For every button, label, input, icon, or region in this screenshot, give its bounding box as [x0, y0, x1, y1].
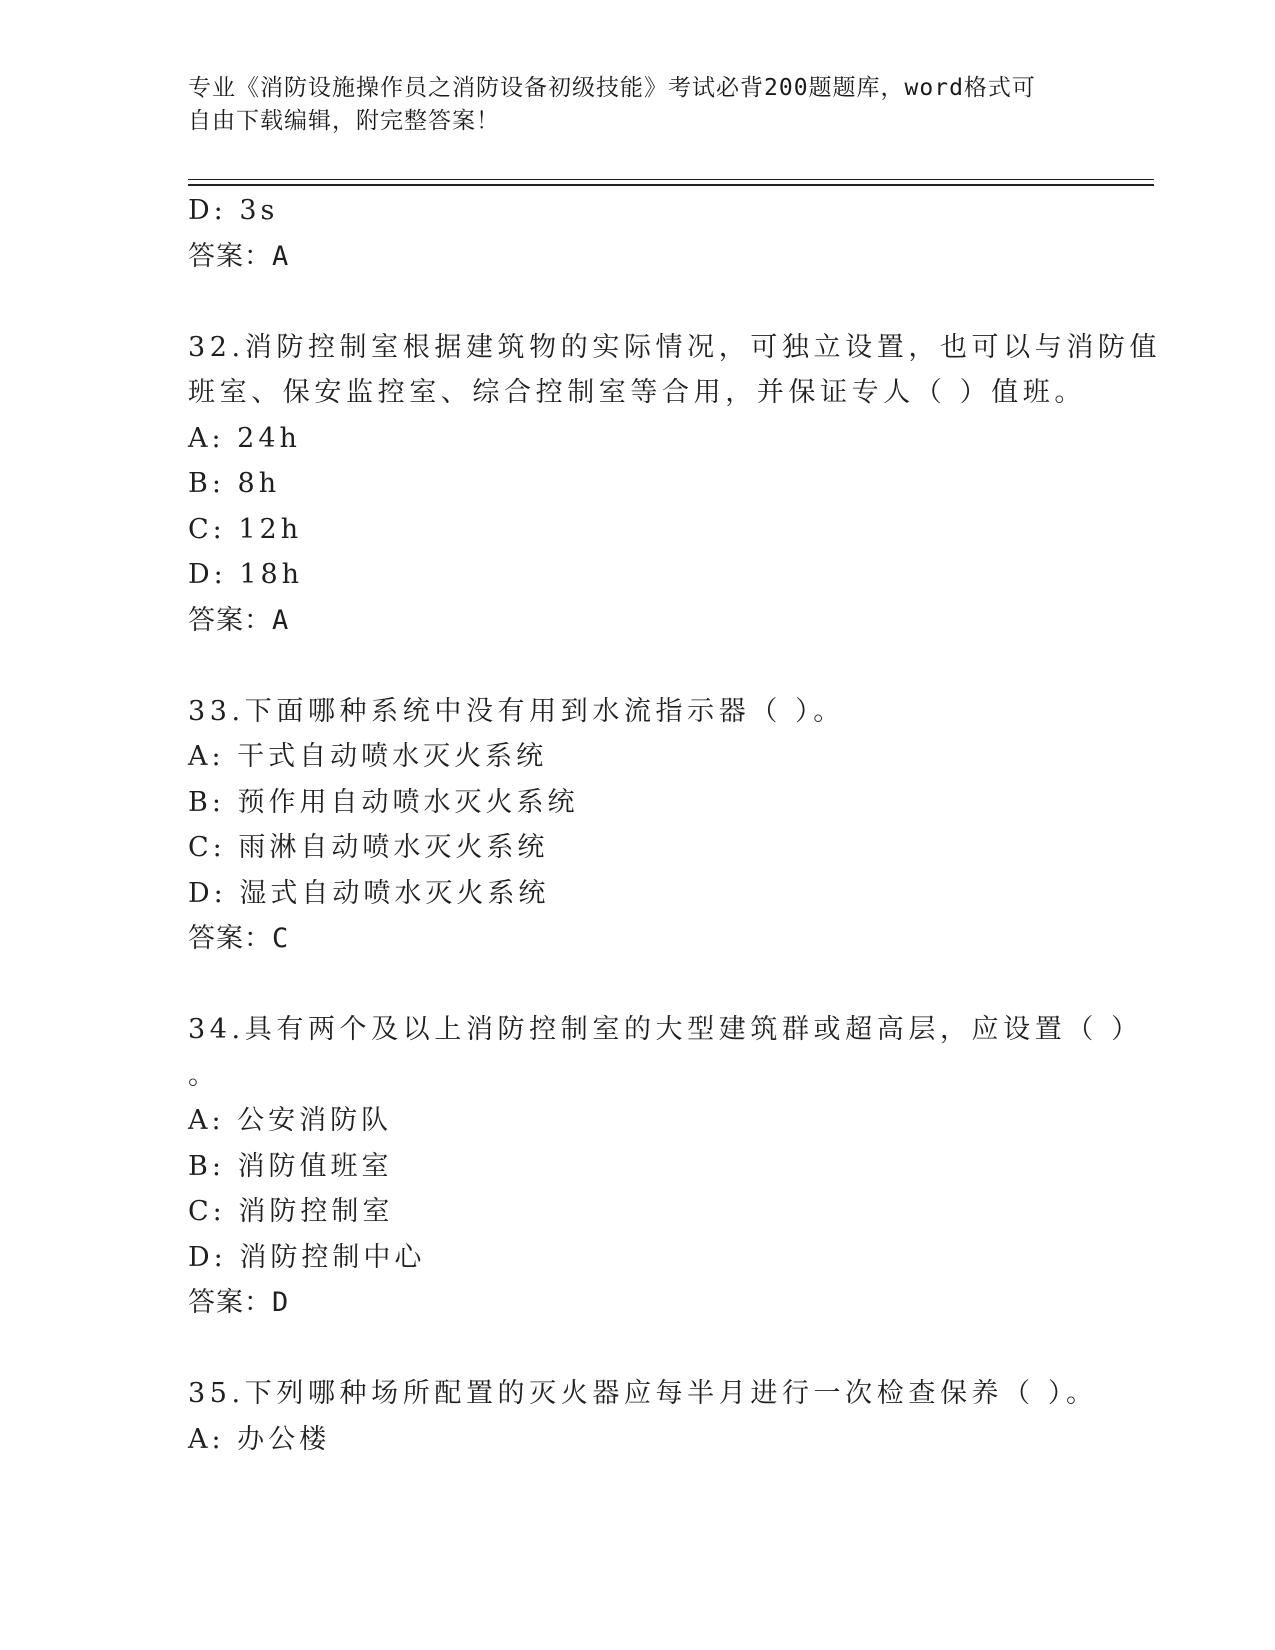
question-32 — [188, 325, 1162, 644]
option-d: D: 湿式自动喷水灭火系统 — [188, 877, 550, 909]
option-c: C: 雨淋自动喷水灭火系统 — [188, 832, 549, 863]
option-d: D: 消防控制中心 — [188, 1241, 426, 1273]
question-35 — [188, 1371, 1098, 1462]
header-divider-thick — [188, 184, 1154, 186]
answer-line: 答案：A — [188, 604, 290, 636]
document-header — [188, 72, 1068, 138]
spacer — [188, 962, 1088, 1008]
spacer — [188, 279, 1088, 325]
question-stem-line-1: 33.下面哪种系统中没有用到水流指示器（ ）。 — [188, 695, 845, 727]
question-stem-line-2: 。 — [188, 1059, 220, 1091]
question-stem-line-2: 班室、保安监控室、综合控制室等合用，并保证专人（ ）值班。 — [188, 377, 1086, 408]
question-stem-line-1: 34.具有两个及以上消防控制室的大型建筑群或超高层，应设置（ ） — [188, 1014, 1143, 1045]
option-a: A: 办公楼 — [188, 1423, 331, 1455]
spacer — [188, 1326, 1088, 1372]
option-c: C: 12h — [188, 513, 303, 545]
answer-line: 答案：C — [188, 923, 290, 954]
answer-line: 答案：D — [188, 1287, 290, 1318]
question-stem-line-1: 32.消防控制室根据建筑物的实际情况，可独立设置，也可以与消防值 — [188, 331, 1162, 363]
option-d: D: 18h — [188, 559, 304, 590]
option-d: D: 3s — [188, 195, 279, 226]
question-stem-line-1: 35.下列哪种场所配置的灭火器应每半月进行一次检查保养（ ）。 — [188, 1378, 1098, 1409]
answer-line: 答案：A — [188, 240, 290, 272]
header-divider-thin — [188, 179, 1154, 180]
question-31-tail — [188, 188, 1088, 279]
option-c: C: 消防控制室 — [188, 1196, 394, 1227]
option-a: A: 24h — [188, 422, 301, 454]
option-a: A: 公安消防队 — [188, 1105, 393, 1136]
header-line-1: 专业《消防设施操作员之消防设备初级技能》考试必背200题题库，word格式可 — [188, 75, 1036, 101]
spacer — [188, 643, 1088, 689]
option-b: B: 8h — [188, 468, 281, 499]
question-content — [188, 188, 1162, 1462]
question-33 — [188, 689, 1088, 962]
question-34 — [188, 1007, 1143, 1326]
header-line-2: 自由下载编辑，附完整答案！ — [188, 108, 500, 134]
option-b: B: 消防值班室 — [188, 1150, 393, 1182]
option-a: A: 干式自动喷水灭火系统 — [188, 741, 548, 772]
option-b: B: 预作用自动喷水灭火系统 — [188, 786, 579, 818]
